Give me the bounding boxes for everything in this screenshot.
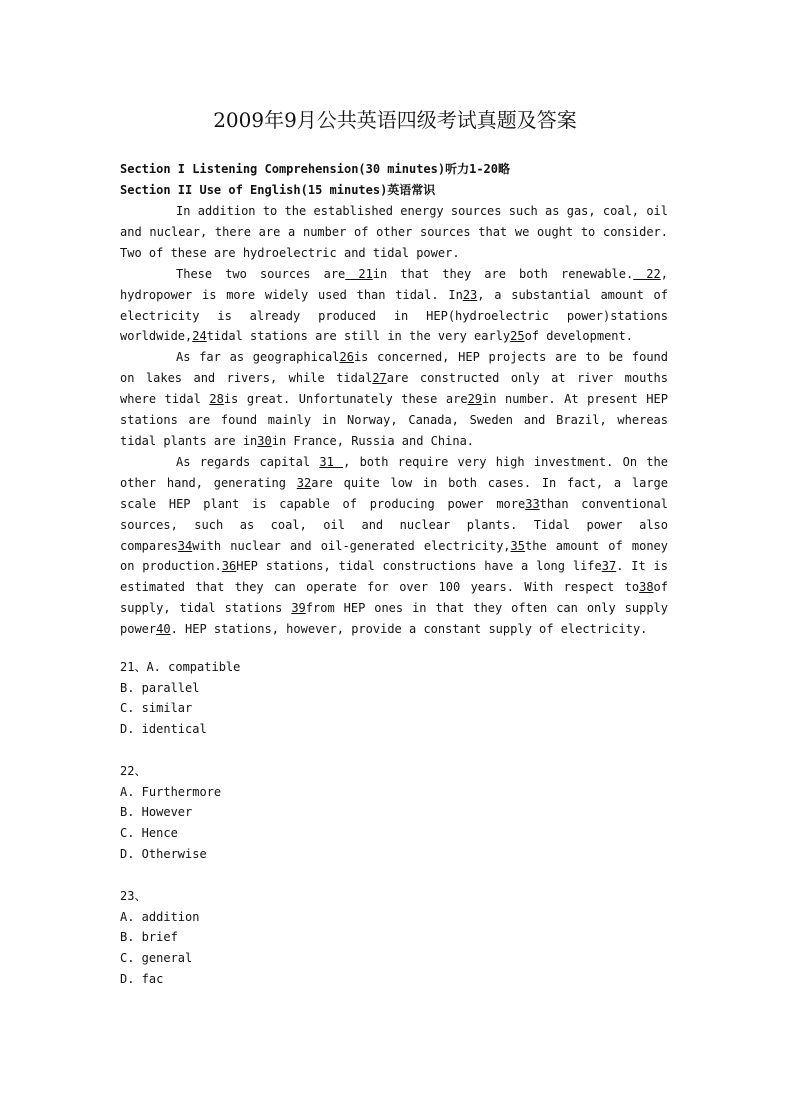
blank-22: 22 — [633, 266, 661, 281]
document-title: 2009年9月公共英语四级考试真题及答案 — [213, 108, 577, 132]
text: with nuclear and oil-generated electricity, — [192, 538, 511, 553]
section-1-heading: Section I Listening Comprehension(30 minutes)听力1-20略 — [120, 162, 511, 176]
question-label: 22、 — [120, 764, 147, 778]
text: , a substantial amount of electricity is already produced in HEP(hydroelectric power)stations worldwide, — [120, 287, 668, 344]
text: , hydropower is more widely used than tidal. In — [120, 266, 668, 302]
question-21 — [120, 657, 240, 740]
text: in France, Russia and China. — [271, 433, 475, 448]
paragraph-4 — [120, 452, 668, 640]
text: is concerned, HEP projects are to be found on lakes and rivers, while tidal — [120, 350, 668, 386]
blank-24: 24 — [192, 329, 207, 344]
text: from HEP ones in that they often can only supply power — [120, 601, 669, 637]
option-b: B. However — [120, 805, 193, 820]
option-b: B. parallel — [120, 680, 200, 695]
option-c: C. Hence — [120, 826, 178, 841]
option-d: D. identical — [120, 722, 207, 737]
text: of development. — [524, 329, 633, 344]
text: . HEP stations, however, provide a constant supply of electricity. — [170, 622, 648, 637]
paragraph-1: In addition to the established energy sources such as gas, coal, oil and nuclear, there are a number of other sources that we ought to consider. Two of these are hydroelectric and tidal power. — [120, 204, 668, 260]
option-a: A. addition — [120, 909, 200, 924]
text: of supply, tidal stations — [120, 580, 668, 616]
text: As regards capital — [176, 454, 320, 469]
blank-27: 27 — [372, 371, 387, 386]
option-b: B. brief — [120, 930, 178, 945]
text: are constructed only at river mouths where tidal — [120, 371, 668, 407]
text: tidal stations are still in the very early — [206, 329, 511, 344]
paragraph-3 — [120, 347, 668, 452]
text: than conventional sources, such as coal, oil and nuclear plants. Tidal power also compares — [120, 496, 668, 553]
blank-33: 33 — [525, 496, 540, 511]
question-label: 23、 — [120, 889, 147, 903]
paragraph-2 — [120, 264, 668, 348]
text: is great. Unfortunately these are — [223, 392, 468, 407]
section-2-heading: Section II Use of English(15 minutes)英语常识 — [120, 183, 436, 197]
blank-39: 39 — [291, 601, 306, 616]
text: are quite low in both cases. In fact, a large scale HEP plant is capable of producing power more — [120, 475, 668, 511]
text: , both require very high investment. On the other hand, generating — [120, 454, 668, 490]
text: These two sources are — [176, 266, 346, 281]
blank-25: 25 — [510, 329, 525, 344]
option-d: D. Otherwise — [120, 846, 207, 861]
blank-30: 30 — [257, 433, 272, 448]
question-22 — [120, 761, 221, 864]
blank-31: 31 — [319, 454, 344, 469]
option-c: C. general — [120, 951, 193, 966]
text: HEP stations, tidal constructions have a long life — [236, 559, 602, 574]
blank-36: 36 — [221, 559, 237, 574]
text: the amount of money on production. — [120, 538, 668, 574]
blank-21: 21 — [345, 266, 373, 281]
blank-23: 23 — [462, 287, 478, 302]
blank-26: 26 — [339, 350, 354, 365]
blank-32: 32 — [296, 475, 312, 490]
question-23 — [120, 886, 199, 989]
question-label: 21、A. compatible — [120, 660, 241, 674]
blank-28: 28 — [209, 392, 224, 407]
text: in number. At present HEP stations are found mainly in Norway, Canada, Sweden and Brazil, whereas tidal plants are in — [120, 392, 668, 448]
blank-37: 37 — [601, 559, 617, 574]
blank-40: 40 — [156, 622, 171, 637]
option-c: C. similar — [120, 701, 193, 716]
blank-34: 34 — [177, 538, 193, 553]
blank-35: 35 — [510, 538, 525, 553]
text: As far as geographical — [176, 350, 340, 365]
option-a: A. Furthermore — [120, 784, 222, 799]
cloze-passage — [120, 201, 668, 640]
blank-38: 38 — [639, 580, 654, 595]
text: in that they are both renewable. — [372, 266, 634, 281]
option-d: D. fac — [120, 971, 164, 986]
blank-29: 29 — [467, 392, 483, 407]
text: . It is estimated that they can operate for over 100 years. With respect to — [120, 559, 669, 595]
